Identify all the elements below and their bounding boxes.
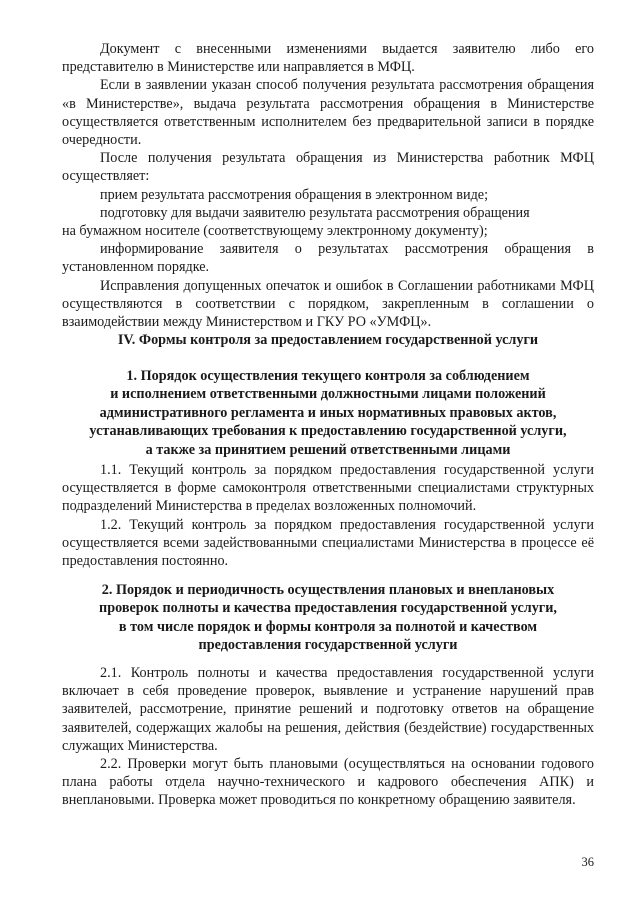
heading-line: 1. Порядок осуществления текущего контроля за соблюдением — [126, 368, 530, 384]
paragraph: 2.2. Проверки могут быть плановыми (осуществляться на основании годового плана работы отдела научно-технического и кадрового обеспечения АПК) и внеплановыми. Проверка может проводиться по конкретному обращению заявителя. — [62, 756, 594, 809]
list-item-continuation: на бумажном носителе (соответствующему электронному документу); — [62, 223, 488, 240]
top-text-block — [62, 40, 594, 331]
page-number: 36 — [581, 855, 594, 869]
paragraph: Если в заявлении указан способ получения результата рассмотрения обращения «в Министерстве», выдача результата рассмотрения обращения в Министерстве осуществляется ответственным исполнителем без предварительной записи в порядке очередности. — [62, 77, 594, 149]
list-item: информирование заявителя о результатах рассмотрения обращения в установленном порядке. — [62, 241, 594, 276]
list-item: подготовку для выдачи заявителю результата рассмотрения обращения — [100, 204, 530, 221]
subsection-2-body — [62, 664, 594, 810]
paragraph: 1.1. Текущий контроль за порядком предоставления государственной услуги осуществляется в форме самоконтроля ответственными специалистами структурных подразделений Министерства в пределах возложенных полномочий. — [62, 462, 594, 515]
heading-line: проверок полноты и качества предоставления государственной услуги, — [99, 600, 557, 617]
heading-line: административного регламента и иных нормативных правовых актов, — [99, 404, 557, 421]
subsection-1-body — [62, 461, 594, 570]
heading-line: 2. Порядок и периодичность осуществления плановых и внеплановых — [101, 582, 555, 598]
subsection-1-heading — [62, 367, 594, 459]
section-heading: IV. Формы контроля за предоставлением государственной услуги — [117, 332, 539, 348]
heading-line: предоставления государственной услуги — [198, 637, 458, 654]
heading-line: в том числе порядок и формы контроля за полнотой и качеством — [118, 618, 538, 635]
list-item: прием результата рассмотрения обращения в электронном виде; — [100, 186, 489, 203]
paragraph: 2.1. Контроль полноты и качества предоставления государственной услуги включает в себя проведение проверок, выявление и устранение нарушений прав заявителей, рассмотрение, принятие решений и подготовку ответов на обращение заявителей, содержащих жалобы на решения, действия (бездействие) государственных служащих Министерства. — [62, 665, 594, 754]
heading-line: устанавливающих требования к предоставлению государственной услуги, — [89, 423, 567, 440]
paragraph: После получения результата обращения из Министерства работник МФЦ осуществляет: — [62, 150, 594, 185]
paragraph: Документ с внесенными изменениями выдается заявителю либо его представителю в Министерстве или направляется в МФЦ. — [62, 41, 594, 76]
paragraph: 1.2. Текущий контроль за порядком предоставления государственной услуги осуществляется всеми задействованными специалистами Министерства в процессе её предоставления постоянно. — [62, 516, 594, 570]
heading-line: а также за принятием решений ответственными лицами — [145, 441, 511, 458]
heading-line: и исполнением ответственными должностными лицами положений — [110, 386, 546, 403]
paragraph: Исправления допущенных опечаток и ошибок в Соглашении работниками МФЦ осуществляются в соответствии с порядком, закрепленным в соглашении о взаимодействии между Министерством и ГКУ РО «УМФЦ». — [62, 277, 594, 331]
subsection-2-heading — [62, 581, 594, 655]
